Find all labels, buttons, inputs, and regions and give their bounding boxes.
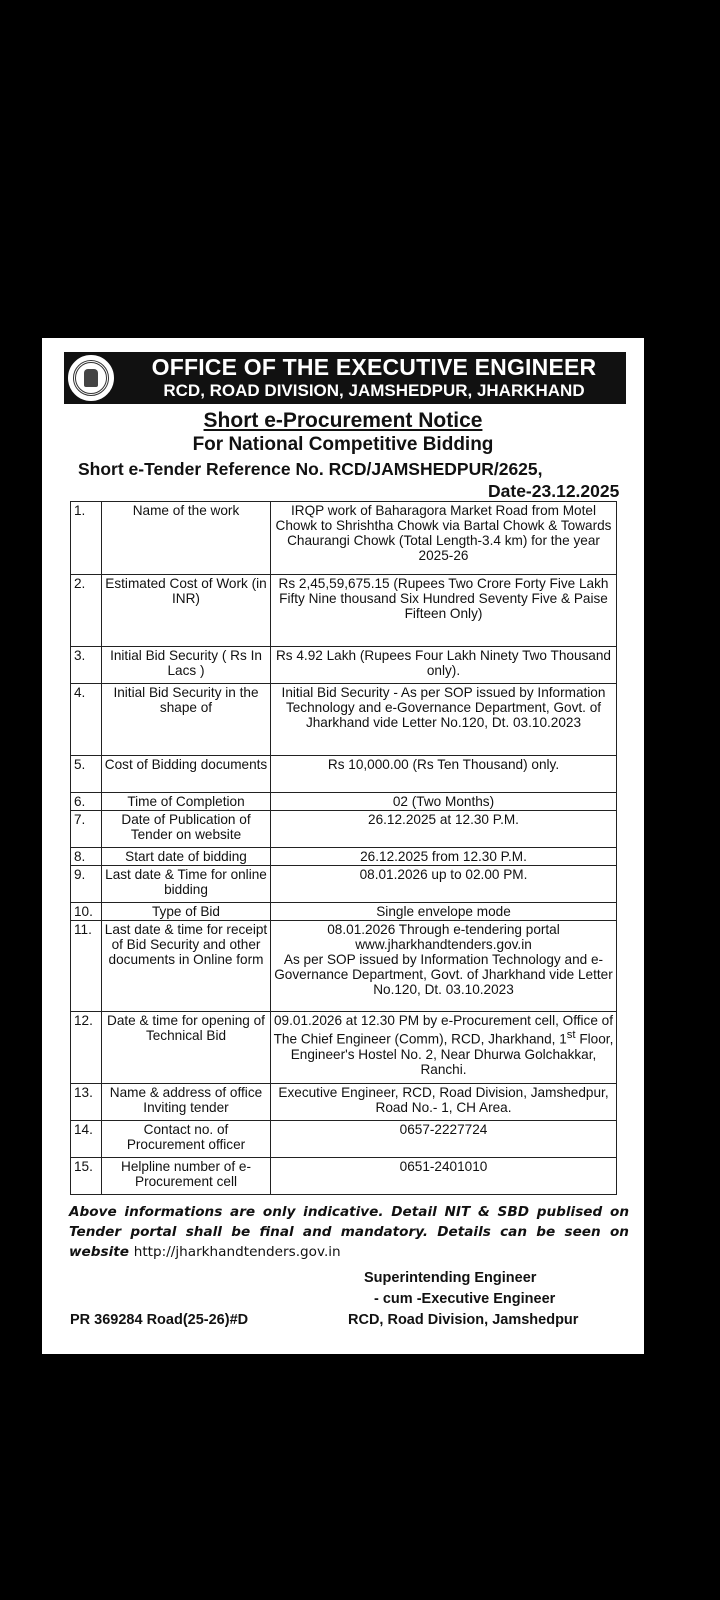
row-number: 4.	[71, 684, 102, 756]
row-number: 14.	[71, 1121, 102, 1158]
header-title: OFFICE OF THE EXECUTIVE ENGINEER	[151, 354, 597, 380]
tender-reference: Short e-Tender Reference No. RCD/JAMSHEDPUR/2625,	[78, 459, 543, 479]
row-number: 7.	[71, 811, 102, 848]
notice-title: Short e-Procurement Notice	[203, 409, 483, 432]
row-value: Rs 2,45,59,675.15 (Rupees Two Crore Forty Five Lakh Fifty Nine thousand Six Hundred Seventy Five & Paise Fifteen Only)	[271, 575, 617, 647]
table-row	[71, 811, 617, 848]
table-row	[71, 756, 617, 793]
tender-details-table	[70, 501, 617, 1195]
table-row	[71, 921, 617, 1012]
row-label: Helpline number of e-Procurement cell	[102, 1158, 271, 1195]
header-subtitle: RCD, ROAD DIVISION, JAMSHEDPUR, JHARKHAND	[163, 381, 585, 400]
row-label: Name & address of office Inviting tender	[102, 1084, 271, 1121]
row-label: Time of Completion	[102, 793, 271, 811]
superscript: st	[566, 1029, 576, 1041]
row-number: 11.	[71, 921, 102, 1012]
row-value-line: As per SOP issued by Information Technology and e-Governance Department, Govt. of Jharkhand vide Letter No.120, Dt. 03.10.2023	[274, 952, 613, 997]
row-label: Date & time for opening of Technical Bid	[102, 1012, 271, 1084]
tender-notice	[42, 338, 644, 1354]
row-label: Name of the work	[102, 502, 271, 575]
row-value: 09.01.2026 at 12.30 PM by e-Procurement cell, Office of The Chief Engineer (Comm), RCD, Jharkhand, 1st Floor, Engineer's Hostel No. 2, Near Dhurwa Golchakkar, Ranchi.	[271, 1012, 617, 1084]
office-header	[64, 352, 626, 404]
row-label: Initial Bid Security in the shape of	[102, 684, 271, 756]
signatory-subtitle: - cum -Executive Engineer	[374, 1291, 556, 1307]
row-label: Contact no. of Procurement officer	[102, 1121, 271, 1158]
table-row	[71, 647, 617, 684]
row-number: 12.	[71, 1012, 102, 1084]
disclaimer-note: Above informations are only indicative. Detail NIT & SBD publised on Tender portal shall be final and mandatory. Details can be seen on website http://jharkhandtenders.gov.in	[69, 1204, 629, 1260]
row-number: 9.	[71, 866, 102, 903]
row-number: 15.	[71, 1158, 102, 1195]
row-number: 6.	[71, 793, 102, 811]
row-value: 0657-2227724	[271, 1121, 617, 1158]
signatory-office: RCD, Road Division, Jamshedpur	[348, 1312, 579, 1328]
table-row	[71, 502, 617, 575]
pr-number: PR 369284 Road(25-26)#D	[70, 1312, 249, 1328]
row-number: 3.	[71, 647, 102, 684]
row-value: IRQP work of Baharagora Market Road from Motel Chowk to Shrishtha Chowk via Bartal Chowk & Towards Chaurangi Chowk (Total Length-3.4 km) for the year 2025-26	[271, 502, 617, 575]
row-number: 5.	[71, 756, 102, 793]
table-row	[71, 1121, 617, 1158]
row-label: Initial Bid Security ( Rs In Lacs )	[102, 647, 271, 684]
table-row	[71, 903, 617, 921]
table-row	[71, 1084, 617, 1121]
row-value: 0651-2401010	[271, 1158, 617, 1195]
row-value: Single envelope mode	[271, 903, 617, 921]
bidding-type-title: For National Competitive Bidding	[192, 434, 494, 455]
website-link[interactable]: http://jharkhandtenders.gov.in	[133, 1244, 341, 1260]
row-value: Rs 10,000.00 (Rs Ten Thousand) only.	[271, 756, 617, 793]
row-value	[271, 921, 617, 1012]
row-label: Date of Publication of Tender on website	[102, 811, 271, 848]
row-label: Last date & Time for online bidding	[102, 866, 271, 903]
row-value: 26.12.2025 at 12.30 P.M.	[271, 811, 617, 848]
row-value: 26.12.2025 from 12.30 P.M.	[271, 848, 617, 866]
row-value: Rs 4.92 Lakh (Rupees Four Lakh Ninety Two Thousand only).	[271, 647, 617, 684]
row-number: 13.	[71, 1084, 102, 1121]
row-label: Type of Bid	[102, 903, 271, 921]
table-row	[71, 866, 617, 903]
row-number: 8.	[71, 848, 102, 866]
table-row	[71, 1158, 617, 1195]
row-number: 10.	[71, 903, 102, 921]
row-value: 02 (Two Months)	[271, 793, 617, 811]
tender-date: Date-23.12.2025	[488, 481, 620, 501]
signatory-title: Superintending Engineer	[364, 1270, 537, 1286]
row-label: Estimated Cost of Work (in INR)	[102, 575, 271, 647]
row-number: 1.	[71, 502, 102, 575]
table-row	[71, 575, 617, 647]
table-row	[71, 848, 617, 866]
table-row	[71, 1012, 617, 1084]
row-value: Initial Bid Security - As per SOP issued by Information Technology and e-Governance Department, Govt. of Jharkhand vide Letter No.120, Dt. 03.10.2023	[271, 684, 617, 756]
row-number: 2.	[71, 575, 102, 647]
jharkhand-seal-icon	[66, 353, 116, 403]
table-row	[71, 684, 617, 756]
row-value: 08.01.2026 up to 02.00 PM.	[271, 866, 617, 903]
row-label: Cost of Bidding documents	[102, 756, 271, 793]
row-value-line: 08.01.2026 Through e-tendering portal www.jharkhandtenders.gov.in	[327, 922, 560, 952]
row-label: Start date of bidding	[102, 848, 271, 866]
row-value: Executive Engineer, RCD, Road Division, Jamshedpur, Road No.- 1, CH Area.	[271, 1084, 617, 1121]
table-row	[71, 793, 617, 811]
row-label: Last date & time for receipt of Bid Security and other documents in Online form	[102, 921, 271, 1012]
